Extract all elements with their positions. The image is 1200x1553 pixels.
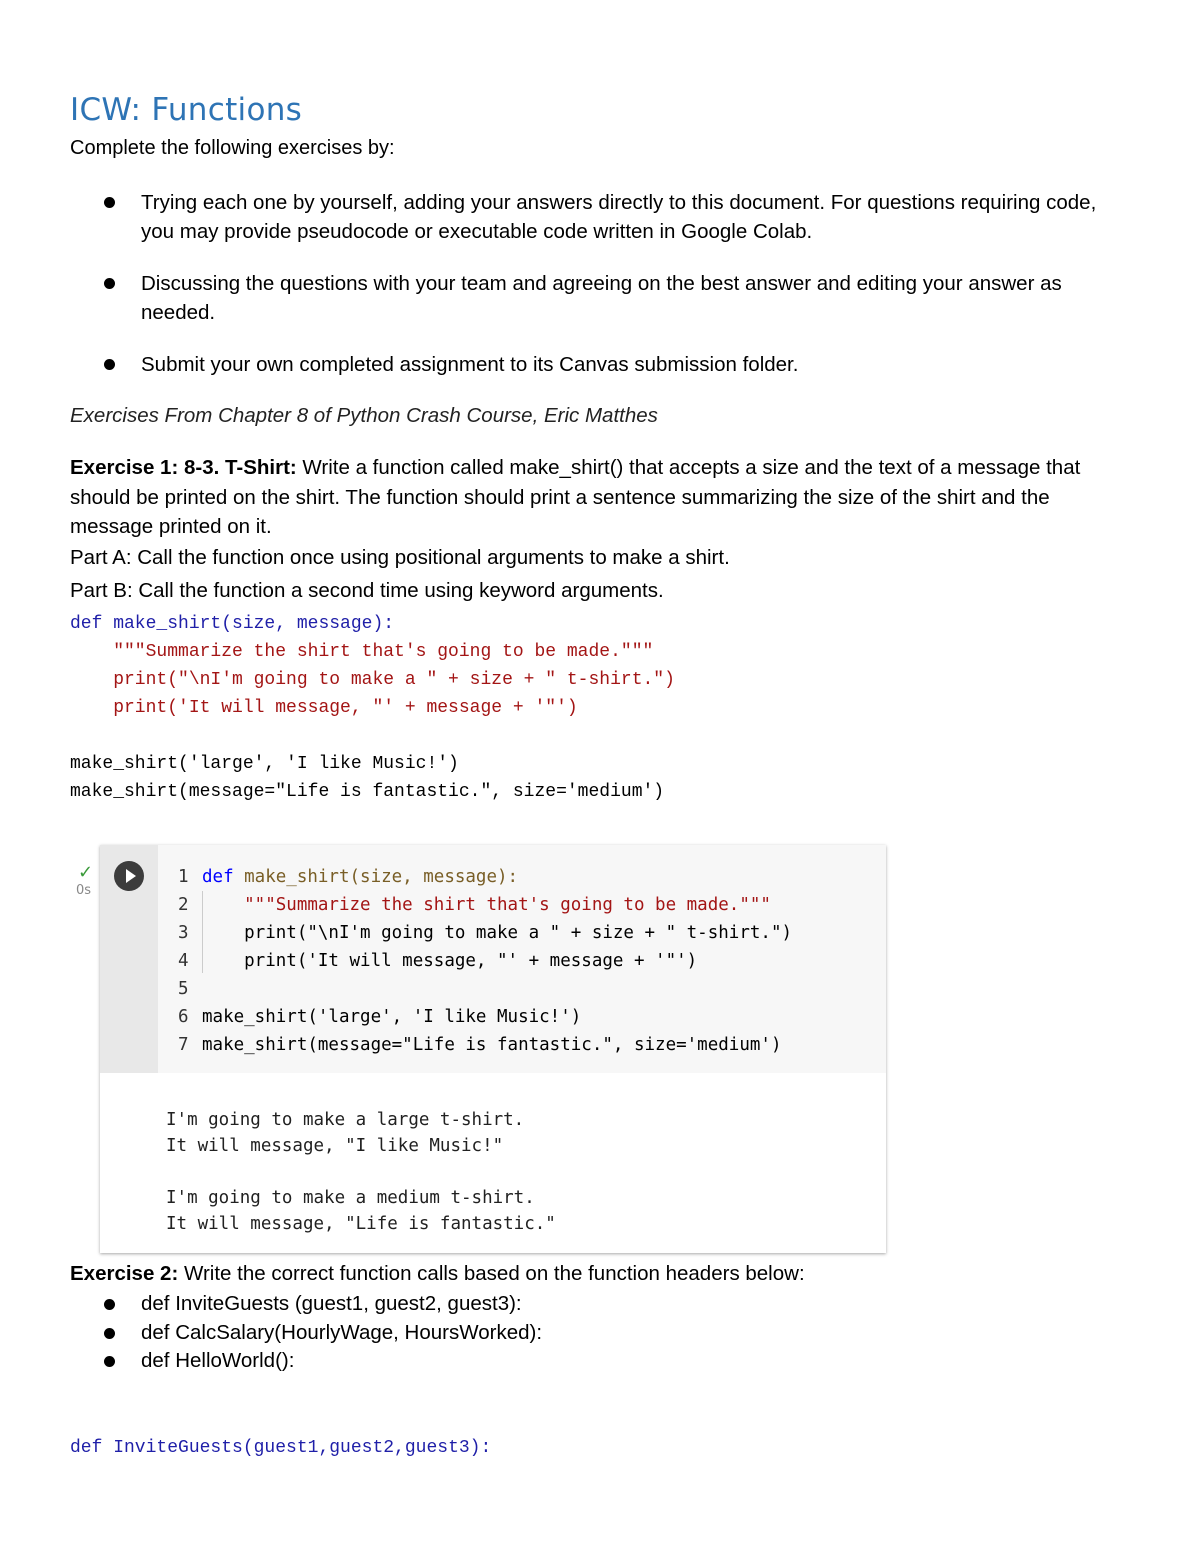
function-header-list — [70, 1290, 542, 1376]
bullet-icon — [104, 359, 115, 370]
list-item: def InviteGuests (guest1, guest2, guest3): — [70, 1290, 542, 1319]
page-title: ICW: Functions — [70, 92, 303, 128]
bullet-icon — [104, 1356, 115, 1367]
exercise-1-part-b: Part B: Call the function a second time using keyword arguments. — [70, 579, 664, 602]
cell-gutter — [100, 845, 158, 1073]
list-item: Submit your own completed assignment to its Canvas submission folder. — [70, 350, 1120, 379]
exercise-2-answer-code: def InviteGuests(guest1,guest2,guest3): — [70, 1438, 492, 1458]
output-text: I'm going to make a large t-shirt. It will message, "I like Music!" I'm going to make a medium t-shirt. It will message, "Life is fantastic." — [166, 1110, 556, 1234]
exercise-1-label: Exercise 1: 8-3. T-Shirt: — [70, 456, 297, 479]
list-item: Discussing the questions with your team and agreeing on the best answer and editing your answer as needed. — [70, 269, 1120, 327]
exercise-2-label: Exercise 2: — [70, 1262, 179, 1285]
source-citation: Exercises From Chapter 8 of Python Crash Course, Eric Matthes — [70, 404, 658, 427]
cell-code-editor[interactable] — [158, 845, 886, 1073]
cell-source: def make_shirt(size, message): """Summarize the shirt that's going to be made.""" print("\nI'm going to make a " + size + " t-shirt.") print('It will message, "' + message + '"') make_shirt('large', 'I like Music!') make_shirt(message="Life is fantastic.", size='medium') — [202, 867, 793, 1055]
cell-output — [100, 1073, 886, 1253]
instruction-list — [70, 188, 1120, 402]
run-time-label: 0s — [76, 883, 92, 898]
run-cell-button[interactable] — [114, 861, 144, 891]
list-item: Trying each one by yourself, adding your answers directly to this document. For questions requiring code, you may provide pseudocode or executable code written in Google Colab. — [70, 188, 1120, 246]
bullet-icon — [104, 197, 115, 208]
exercise-1-text: Write a function called make_shirt() that accepts a size and the text of a message that should be printed on the shirt. The function should print a sentence summarizing the size of the shirt and the message printed on it. — [70, 456, 1081, 538]
bullet-icon — [104, 1328, 115, 1339]
exercise-2-text: Write the correct function calls based on the function headers below: — [178, 1262, 805, 1285]
exercise-1-prompt — [70, 453, 1130, 542]
exercise-2-prompt — [70, 1262, 805, 1286]
colab-code-cell — [100, 845, 886, 1253]
exercise-1-code: def make_shirt(size, message): """Summarize the shirt that's going to be made.""" print("\nI'm going to make a " + size + " t-shirt.") print('It will message, "' + message + '"') make_shirt('large', 'I like Music!') make_shirt(message="Life is fantastic.", size='medium') — [70, 614, 675, 802]
line-numbers: 1 2 3 4 5 6 7 — [178, 867, 189, 1055]
bullet-icon — [104, 1299, 115, 1310]
list-item: def CalcSalary(HourlyWage, HoursWorked): — [70, 1319, 542, 1348]
intro-text: Complete the following exercises by: — [70, 137, 395, 159]
list-item: def HelloWorld(): — [70, 1347, 542, 1376]
bullet-icon — [104, 278, 115, 289]
exercise-1-part-a: Part A: Call the function once using positional arguments to make a shirt. — [70, 546, 730, 569]
run-success-check-icon: ✓ — [78, 862, 94, 882]
